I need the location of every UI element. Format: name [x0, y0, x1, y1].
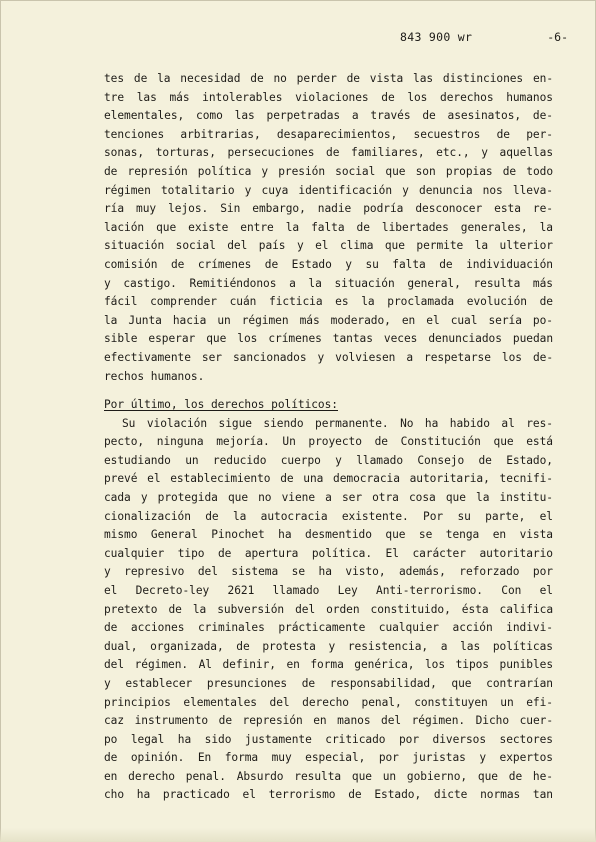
- text-line: sible esperar que los crímenes tantas veces denunciados puedan: [104, 332, 553, 346]
- text-line: ría muy lejos. Sin embargo, nadie podría desconocer esta re-: [104, 202, 553, 216]
- page-header: [0, 30, 568, 46]
- text-line: y represivo del sistema se ha visto, además, reforzado por: [104, 565, 553, 579]
- text-line: régimen totalitario y cuya identificación y denuncia nos lleva-: [104, 183, 553, 197]
- text-line: mismo General Pinochet ha desmentido que se tenga en vista: [104, 528, 553, 542]
- text-line: en derecho penal. Absurdo resulta que un gobierno, que de he-: [104, 769, 553, 783]
- text-line: estudiando un reducido cuerpo y llamado Consejo de Estado,: [104, 453, 553, 467]
- text-line: po legal ha sido justamente criticado por diversos sectores: [104, 732, 553, 746]
- text-line: tes de la necesidad de no perder de vista las distinciones en-: [104, 72, 553, 85]
- text-line: y establecer presunciones de responsabilidad, que contrarían: [104, 676, 553, 690]
- text-line: del régimen. Al definir, en forma genérica, los tipos punibles: [104, 658, 553, 672]
- text-line: cho ha practicado el terrorismo de Estado, dicte normas tan: [104, 788, 553, 802]
- text-line: efectivamente ser sancionados y volviesen a respetarse los de-: [104, 350, 553, 364]
- paragraph-human-rights: [104, 70, 553, 386]
- text-line: sonas, torturas, persecuciones de familiares, etc., y aquellas: [104, 146, 553, 160]
- text-line: dual, organizada, de protesta y resistencia, a las políticas: [104, 639, 553, 653]
- text-line: comisión de crímenes de Estado y su falta de individuación: [104, 257, 553, 271]
- text-line: prevé el establecimiento de una democracia autoritaria, tecnifi-: [104, 472, 553, 486]
- text-line: cada y protegida que no viene a ser otra cosa que la institu-: [104, 490, 553, 504]
- text-line: caz instrumento de represión en manos del régimen. Dicho cuer-: [104, 714, 553, 728]
- text-line: cualquier tipo de apertura política. El carácter autoritario: [104, 546, 553, 560]
- text-line: de acciones criminales prácticamente cualquier acción indivi-: [104, 621, 553, 635]
- document-number: 843 900 wr: [400, 30, 473, 44]
- text-line: y castigo. Remitiéndonos a la situación general, resulta más: [104, 276, 553, 290]
- section-heading: Por último, los derechos políticos:: [104, 398, 338, 411]
- text-line: pretexto de la subversión del orden constituido, ésta califica: [104, 602, 553, 616]
- section-political-rights: [104, 396, 553, 805]
- text-line: fácil comprender cuán ficticia es la proclamada evolución de: [104, 295, 553, 309]
- page-number: -6-: [547, 30, 568, 44]
- text-line: elementales, como las perpetradas a través de asesinatos, de-: [104, 109, 553, 123]
- text-line: de represión política y presión social que son propias de todo: [104, 164, 553, 178]
- text-line: tenciones arbitrarias, desaparecimientos, secuestros de per-: [104, 127, 553, 141]
- text-line: de opinión. En forma muy especial, por juristas y expertos: [104, 751, 553, 765]
- text-line: pecto, ninguna mejoría. Un proyecto de Constitución que está: [104, 435, 553, 449]
- text-line: situación social del país y el clima que permite la ulterior: [104, 239, 553, 253]
- text-line: el Decreto-ley 2621 llamado Ley Anti-terrorismo. Con el: [104, 583, 553, 597]
- text-line: la Junta hacia un régimen más moderado, en el cual sería po-: [104, 313, 553, 327]
- text-line: lación que existe entre la falta de libertades generales, la: [104, 220, 553, 234]
- text-line: tre las más intolerables violaciones de los derechos humanos: [104, 90, 553, 104]
- paper-edge-shadow: [0, 828, 596, 842]
- text-line: cionalización de la autocracia existente. Por su parte, el: [104, 509, 553, 523]
- text-line: principios elementales del derecho penal, constituyen un efi-: [104, 695, 553, 709]
- text-line: rechos humanos.: [104, 369, 205, 383]
- text-line: Su violación sigue siendo permanente. No ha habido al res-: [122, 416, 553, 430]
